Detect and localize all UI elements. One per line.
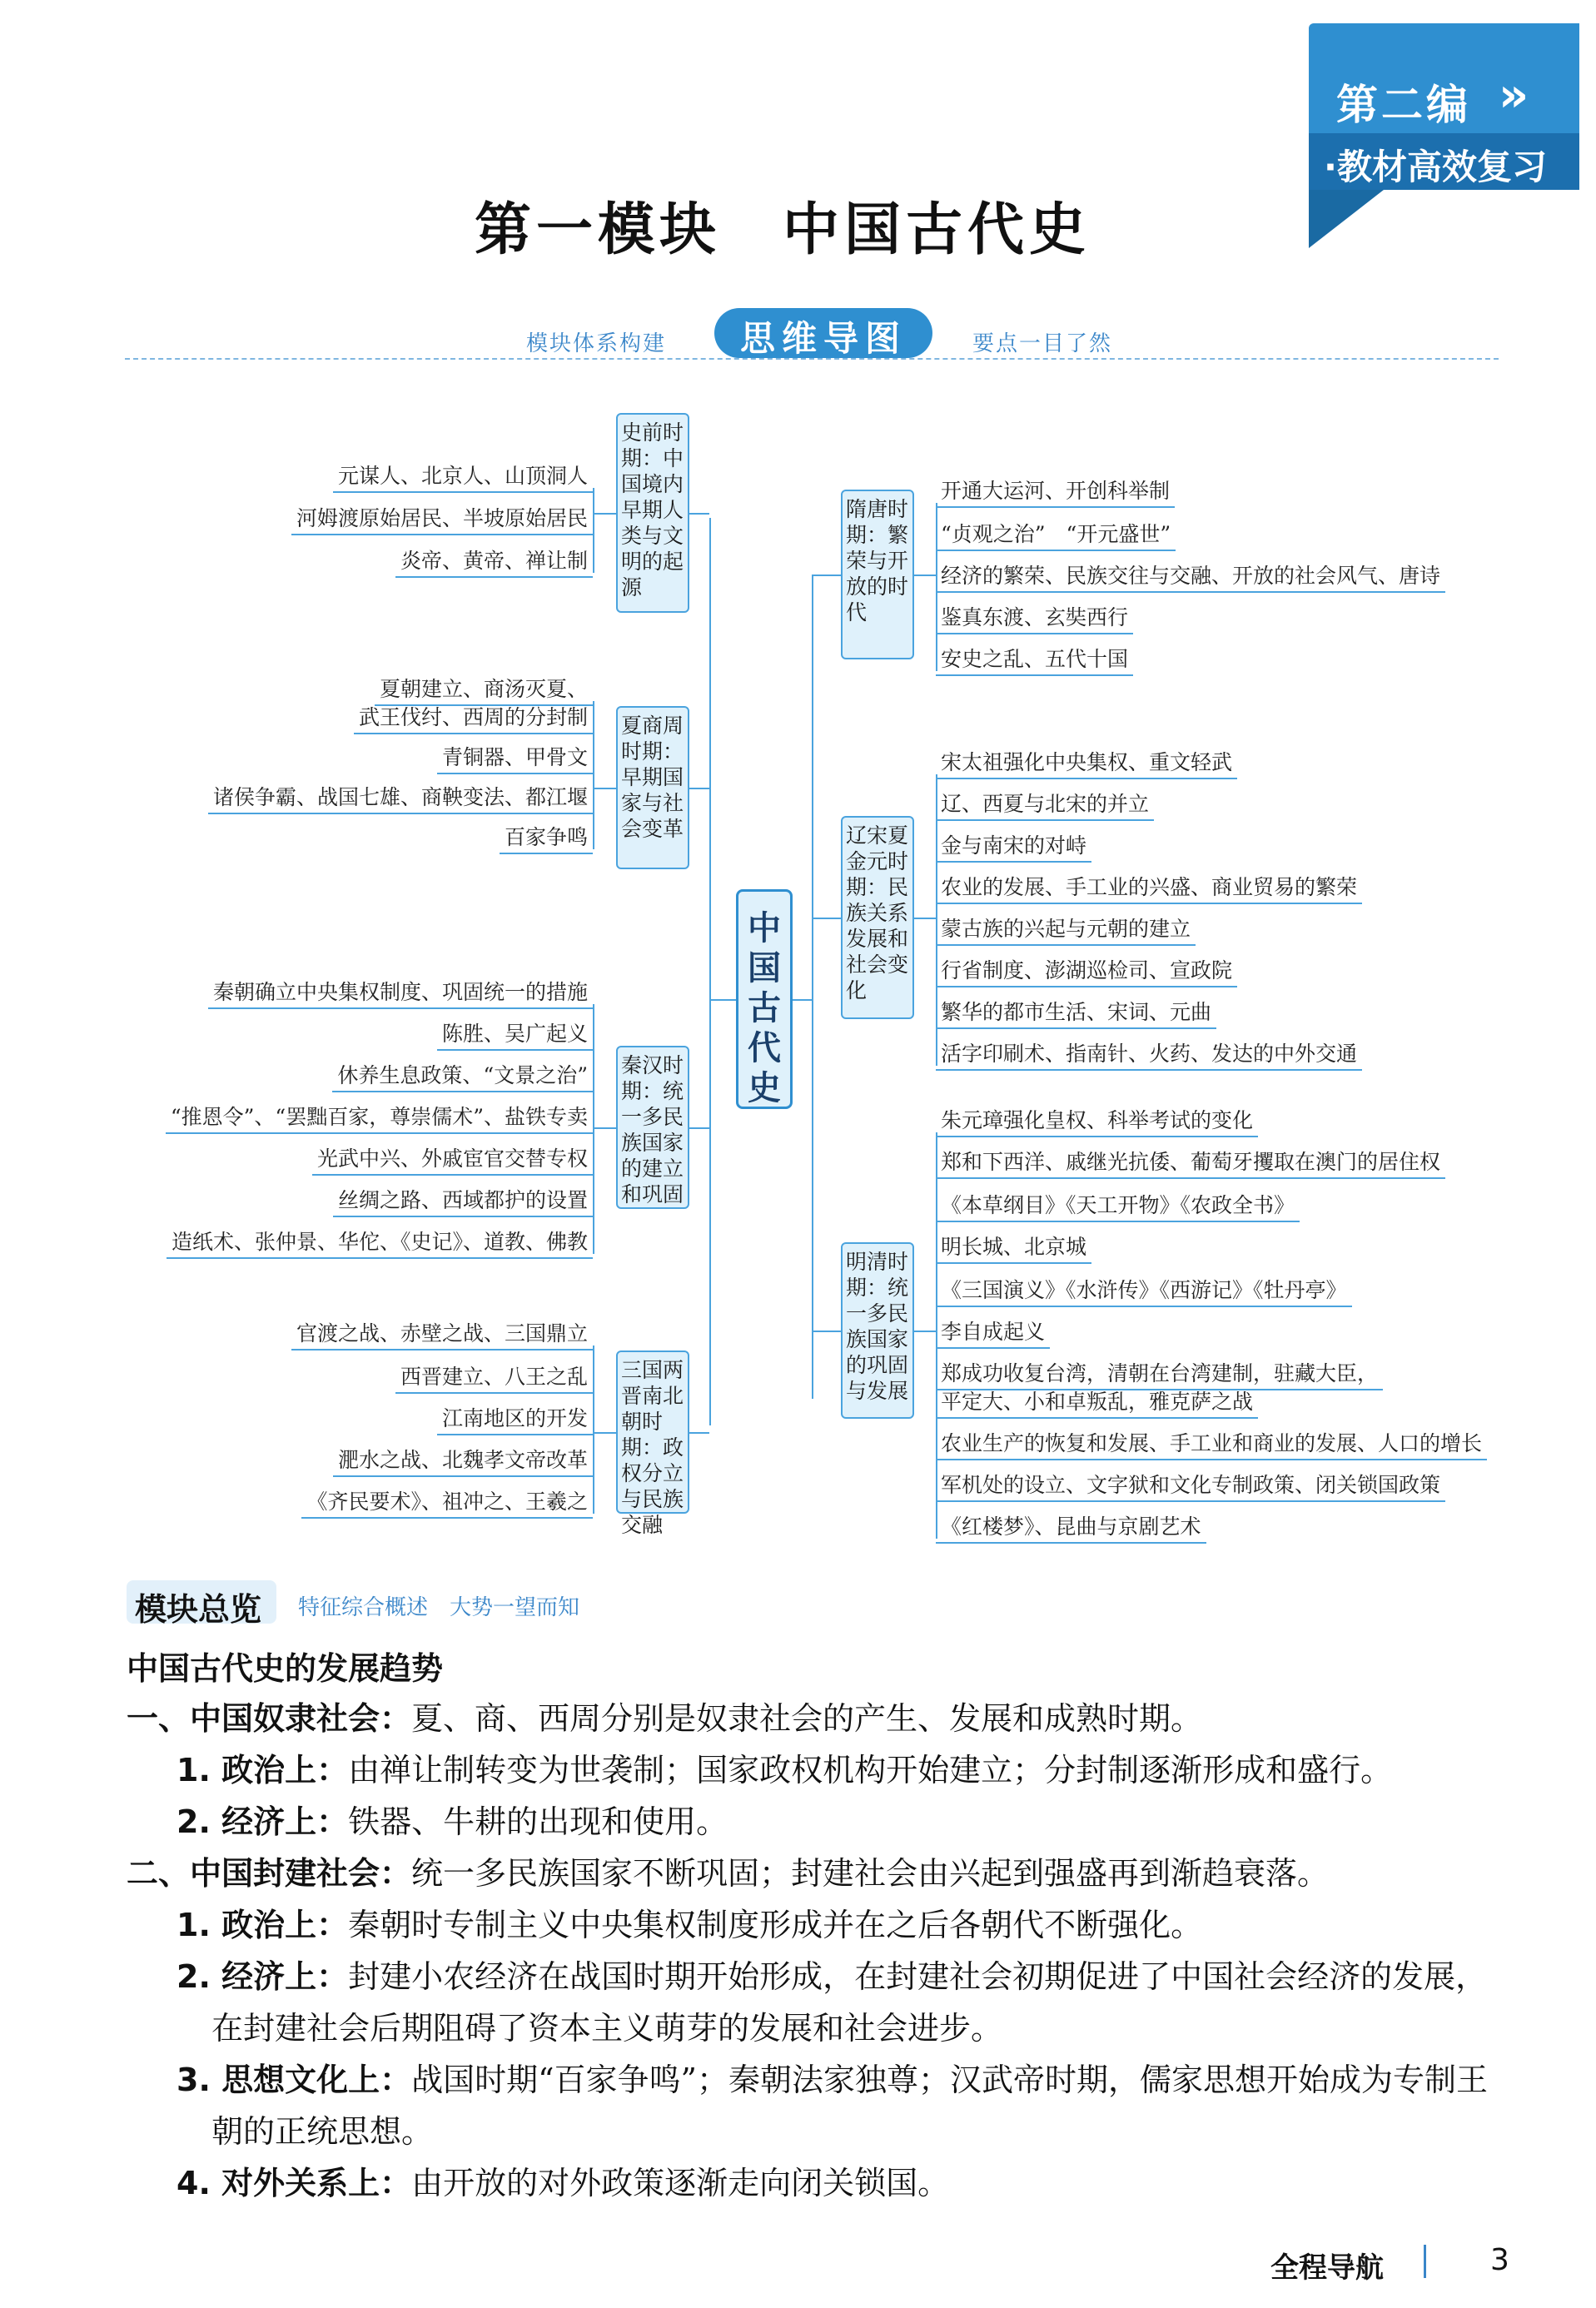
mindmap-link-left (709, 999, 736, 1001)
leaf-item: 官渡之战、赤壁之战、三国鼎立 (291, 1317, 593, 1350)
leaf-item: 农业的发展、手工业的兴盛、商业贸易的繁荣 (936, 871, 1362, 904)
map-label-left: 模块体系构建 (526, 331, 667, 356)
leaf-item: 经济的繁荣、民族交往与交融、开放的社会风气、唐诗 (936, 560, 1445, 593)
map-label-right: 要点一目了然 (972, 331, 1113, 356)
overview-line: 一、中国奴隶社会：夏、商、西周分别是奴隶社会的产生、发展和成熟时期。 (127, 1700, 1203, 1737)
mindmap-trunk-right (812, 575, 813, 1399)
leaf-item: 农业生产的恢复和发展、手工业和商业的发展、人口的增长 (936, 1427, 1487, 1460)
leaf-item: 休养生息政策、“文景之治” (332, 1059, 593, 1092)
footer-separator (1424, 2245, 1426, 2278)
period-link (689, 513, 709, 515)
period-box-right-1: 辽宋夏金元时期：民族关系发展和社会变化 (841, 816, 914, 1019)
leaf-item: 蒙古族的兴起与元朝的建立 (936, 913, 1196, 946)
mindmap-badge-label: 思维导图 (739, 318, 907, 359)
overview-line: 2. 经济上：封建小农经济在战国时期开始形成，在封建社会初期促进了中国社会经济的发展， (177, 1958, 1488, 1995)
leaf-item: 金与南宋的对峙 (936, 829, 1091, 863)
leaf-item: 宋太祖强化中央集权、重文轻武 (936, 746, 1237, 779)
period-link (689, 1127, 709, 1129)
overview-line: 3. 思想文化上：战国时期“百家争鸣”；秦朝法家独尊；汉武帝时期，儒家思想开始成为专制王 (177, 2062, 1488, 2098)
page-number: 3 (1490, 2243, 1509, 2277)
leaf-item: 《本草纲目》《天工开物》《农政全书》 (936, 1189, 1300, 1222)
overview-subtitle: 特征综合概述 大势一望而知 (298, 1595, 580, 1620)
footer-label: 全程导航 (1270, 2251, 1384, 2285)
leaf-item: 武王伐纣、西周的分封制 (354, 701, 593, 734)
leaf-item: 活字印刷术、指南针、火药、发达的中外交通 (936, 1037, 1362, 1071)
leaf-item: 丝绸之路、西域都护的设置 (333, 1184, 593, 1217)
period-box-right-2: 明清时期：统一多民族国家的巩固与发展 (841, 1242, 914, 1419)
leaf-spine (593, 1004, 594, 1254)
overview-line: 1. 政治上：秦朝时专制主义中央集权制度形成并在之后各朝代不断强化。 (177, 1907, 1203, 1943)
leaf-item: 秦朝确立中央集权制度、巩固统一的措施 (208, 976, 593, 1009)
tab-fold (1309, 190, 1384, 248)
mindmap-trunk-left (709, 518, 711, 1425)
leaf-item: 行省制度、澎湖巡检司、宣政院 (936, 954, 1237, 987)
leaf-item: 繁华的都市生活、宋词、元曲 (936, 996, 1216, 1029)
double-chevron-icon: » (1499, 68, 1529, 122)
module-title: 第一模块 中国古代史 (475, 197, 1091, 263)
mindmap-center (736, 889, 793, 1109)
overview-line: 1. 政治上：由禅让制转变为世袭制；国家政权机构开始建立；分封制逐渐形成和盛行。 (177, 1752, 1393, 1788)
overview-line: 二、中国封建社会：统一多民族国家不断巩固；封建社会由兴起到强盛再到渐趋衰落。 (127, 1855, 1330, 1892)
edition-subtitle: ·教材高效复习 (1324, 147, 1547, 187)
leaf-link (914, 1331, 936, 1332)
leaf-item: 百家争鸣 (500, 821, 593, 854)
leaf-link (593, 1432, 616, 1434)
leaf-item: 夏朝建立、商汤灭夏、 (375, 673, 593, 706)
leaf-item: 鉴真东渡、玄奘西行 (936, 601, 1133, 634)
leaf-item: 淝水之战、北魏孝文帝改革 (333, 1444, 593, 1477)
period-box-left-1: 夏商周时期：早期国家与社会变革 (616, 706, 689, 869)
leaf-item: 河姆渡原始居民、半坡原始居民 (291, 502, 593, 535)
leaf-item: 诸侯争霸、战国七雄、商鞅变法、都江堰 (208, 781, 593, 814)
leaf-item: 军机处的设立、文字狱和文化专制政策、闭关锁国政策 (936, 1469, 1445, 1502)
period-link (812, 1331, 841, 1332)
leaf-item: 郑和下西洋、戚继光抗倭、葡萄牙攫取在澳门的居住权 (936, 1146, 1445, 1179)
leaf-item: 朱元璋强化皇权、科举考试的变化 (936, 1104, 1258, 1137)
leaf-item: 《红楼梦》、昆曲与京剧艺术 (936, 1510, 1206, 1544)
period-link (689, 788, 709, 789)
leaf-item: 江南地区的开发 (437, 1402, 593, 1435)
overview-line: 4. 对外关系上：由开放的对外政策逐渐走向闭关锁国。 (177, 2165, 950, 2201)
leaf-link (593, 513, 616, 515)
leaf-link (914, 918, 936, 919)
period-box-right-0: 隋唐时期：繁荣与开放的时代 (841, 490, 914, 659)
leaf-item: 光武中兴、外戚宦官交替专权 (312, 1142, 593, 1176)
leaf-item: 造纸术、张仲景、华佗、《史记》、道教、佛教 (167, 1226, 593, 1259)
period-link (812, 918, 841, 919)
period-box-left-0: 史前时期：中国境内早期人类与文明的起源 (616, 413, 689, 613)
leaf-item: 明长城、北京城 (936, 1231, 1091, 1264)
leaf-item: 《齐民要术》、祖冲之、王羲之 (301, 1485, 593, 1519)
center-label: 中国古代史 (748, 908, 781, 1107)
leaf-item: 开通大运河、开创科举制 (936, 475, 1175, 508)
leaf-item: 安史之乱、五代十国 (936, 643, 1133, 676)
leaf-item: “推恩令”、“罢黜百家，尊崇儒术”、盐铁专卖 (166, 1101, 593, 1134)
leaf-item: 辽、西夏与北宋的并立 (936, 788, 1154, 821)
leaf-spine (593, 1346, 594, 1514)
edition-label: 第二编 (1336, 81, 1471, 129)
overview-line: 在封建社会后期阻碍了资本主义萌芽的发展和社会进步。 (211, 2010, 1003, 2047)
leaf-item: 郑成功收复台湾，清朝在台湾建制，驻藏大臣， (936, 1357, 1383, 1390)
leaf-link (914, 575, 936, 576)
period-link (689, 1432, 709, 1434)
leaf-item: 青铜器、甲骨文 (437, 741, 593, 774)
leaf-item: 陈胜、吴广起义 (437, 1017, 593, 1051)
leaf-item: 炎帝、黄帝、禅让制 (395, 545, 593, 578)
overview-heading: 中国古代史的发展趋势 (127, 1650, 444, 1687)
dashed-divider (125, 358, 1499, 360)
leaf-item: 元谋人、北京人、山顶洞人 (333, 460, 593, 493)
leaf-link (593, 1127, 616, 1129)
leaf-item: 李自成起义 (936, 1316, 1050, 1349)
leaf-item: “贞观之治” “开元盛世” (936, 518, 1176, 551)
period-box-left-2: 秦汉时期：统一多民族国家的建立和巩固 (616, 1046, 689, 1209)
mindmap-link-right (793, 999, 812, 1001)
leaf-item: 平定大、小和卓叛乱，雅克萨之战 (936, 1385, 1258, 1419)
period-box-left-3: 三国两晋南北朝时期：政权分立与民族交融 (616, 1350, 689, 1514)
leaf-spine (593, 701, 594, 849)
leaf-link (593, 788, 616, 789)
period-link (812, 575, 841, 576)
overview-line: 朝的正统思想。 (211, 2113, 434, 2150)
leaf-spine (593, 488, 594, 573)
leaf-item: 《三国演义》《水浒传》《西游记》《牡丹亭》 (936, 1274, 1352, 1307)
leaf-item: 西晋建立、八王之乱 (395, 1360, 593, 1394)
overview-badge-label: 模块总览 (135, 1591, 262, 1628)
overview-line: 2. 经济上：铁器、牛耕的出现和使用。 (177, 1803, 728, 1840)
